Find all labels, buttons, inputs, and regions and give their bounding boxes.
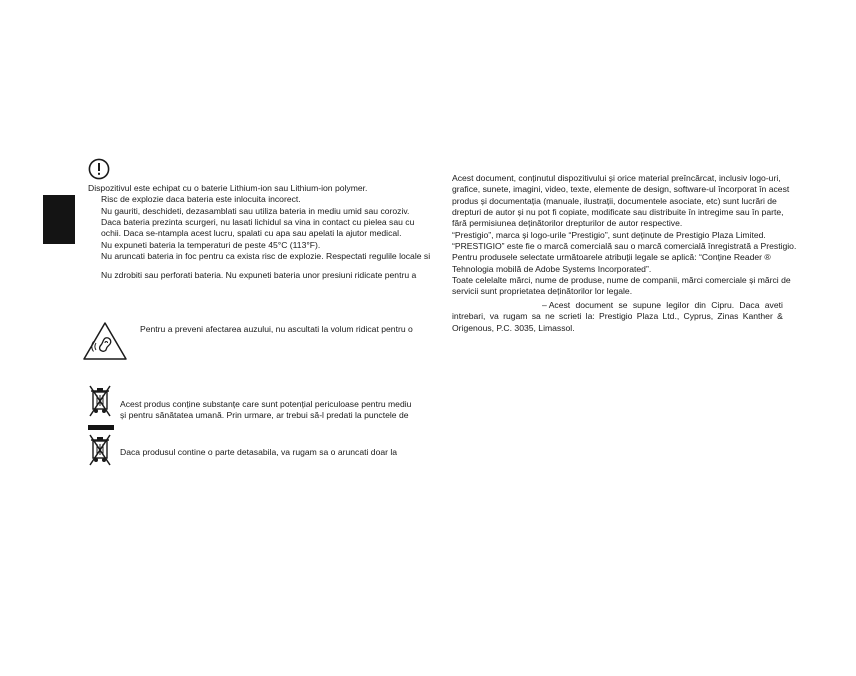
word: Daca [739,300,760,310]
battery-line: Nu aruncati bateria in foc pentru ca exista risc de explozie. Respectati regulile locale si [101,251,431,262]
word: Kanther [742,311,773,322]
word: document [575,300,614,310]
battery-line: ochii. Daca se-ntampla acest lucru, spalati cu apa sau apelati la ajutor medical. [101,228,402,239]
word: supune [632,300,662,310]
battery-warnings [88,183,431,282]
legal-line: “PRESTIGIO” este fie o marcă comercială sau o marcă comercială înregistrată a Prestigio. [452,241,797,252]
word: Plaza [636,311,659,322]
legal-notice [452,173,797,298]
word: – Acest [542,300,571,310]
word: ne [545,311,555,322]
detachable-part-notice: Daca produsul contine o parte detasabila, va rugam sa o aruncati doar la [120,447,398,457]
word: se [618,300,628,310]
crossed-bin-icon [88,433,112,467]
battery-line: Nu expuneti bateria la temperaturi de peste 45°C (113°F). [101,239,321,250]
word: Prestigio [599,311,633,322]
legal-line: drepturi de autor și nu pot fi copiate, modificate sau distribuite în intregime sau în parte, [452,207,784,218]
legal-line: grafice, sunete, imagini, video, texte, elemente de design, software-ul încorporat în acest [452,184,790,195]
word: sa [531,311,541,322]
hearing-warning-text: Pentru a preveni afectarea auzului, nu ascultati la volum ridicat pentru o [140,324,413,334]
recycling-notice [120,399,411,422]
section-tab-marker [43,195,75,244]
jurisdiction-notice [452,300,783,334]
jurisdiction-line-1 [452,300,783,311]
jurisdiction-line-2 [452,311,783,322]
legal-line: Toate celelalte mărci, nume de produse, nume de companii, mărci comerciale și mărci de [452,275,791,286]
battery-line: Daca bateria prezinta scurgeri, nu lasati lichidul sa vina in contact cu pielea sau cu [101,217,415,228]
word: Zinas [717,311,739,322]
legal-line: Pentru produsele selectate următoarele atribuții legale se aplică: “Conține Reader ® [452,252,771,263]
word: aveti [764,300,783,310]
legal-line: fără permisiunea deținătorilor drepturilor de autor respective. [452,218,683,229]
word: Cipru. [711,300,735,310]
word: Ltd., [662,311,680,322]
word: intrebari, [452,311,486,322]
battery-line: Nu zdrobiti sau perforati bateria. Nu expuneti bateria unor presiuni ridicate pentru a [101,270,417,281]
word: va [489,311,499,322]
legal-line: Tehnologia mobilă de Adobe Systems Incorporated”. [452,263,652,274]
word: rugam [503,311,528,322]
separator-bar [88,425,114,430]
battery-line: Nu gauriti, deschideti, dezasamblati sau utiliza bateria in mediu umid sau coroziv. [101,205,410,216]
jurisdiction-line-3: Origenous, P.C. 3035, Limassol. [452,322,575,333]
word: scrieti [558,311,582,322]
crossed-bin-icon [88,384,112,418]
legal-line: produs și documentația (manuale, ilustrații, documentele asociate, etc) sunt lucrări de [452,195,777,206]
battery-intro: Dispozitivul este echipat cu o baterie Lithium-ion sau Lithium-ion polymer. [88,183,368,193]
warning-icon [88,158,110,180]
recycling-line: Acest produs conține substanțe care sunt potențial periculoase pentru mediu [120,399,412,409]
word: din [694,300,706,310]
word: la: [585,311,595,322]
legal-line: Acest document, conținutul dispozitivului și orice material preîncărcat, inclusiv logo-uri, [452,173,781,183]
battery-line: Risc de explozie daca bateria este inlocuita incorect. [101,194,301,205]
word: & [777,311,783,322]
word: Cyprus, [683,311,714,322]
word: legilor [666,300,690,310]
legal-line: “Prestigio”, marca și logo-urile “Prestigio”, sunt deținute de Prestigio Plaza Limited. [452,229,766,240]
recycling-line: și pentru sănătatea umană. Prin urmare, ar trebui să-l predati la punctele de [120,410,409,421]
hearing-warning-icon [82,321,128,361]
legal-line: servicii sunt proprietatea deținătorilor lor legale. [452,286,633,297]
